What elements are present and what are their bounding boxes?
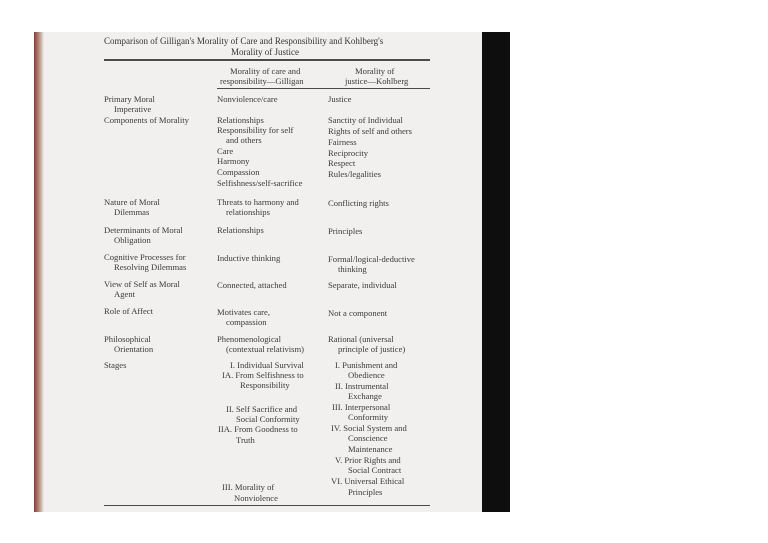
cell-philosophical-kohlberg-2: principle of justice)	[338, 344, 406, 354]
cell-components-kohlberg-4: Respect	[328, 158, 356, 168]
table-caption-line1: Comparison of Gilligan's Morality of Care and Responsibility and Kohlberg's	[104, 36, 384, 46]
cell-primary-kohlberg: Justice	[328, 94, 352, 104]
cell-stages-gilligan-b-1: Social Conformity	[236, 414, 300, 424]
cell-primary-gilligan: Nonviolence/care	[217, 94, 278, 104]
cell-cognitive-kohlberg-1: Formal/logical-deductive	[328, 254, 415, 264]
cell-components-gilligan-1: Responsibility for self	[217, 125, 294, 135]
cell-components-gilligan-3: Care	[217, 146, 234, 156]
cell-philosophical-gilligan-1: Phenomenological	[217, 334, 281, 344]
cell-stages-gilligan-a-2: Responsibility	[240, 380, 290, 390]
cell-philosophical-kohlberg-1: Rational (universal	[328, 334, 394, 344]
row-label-primary-2: Imperative	[114, 104, 152, 114]
row-label-affect: Role of Affect	[104, 306, 154, 316]
cell-stages-kohlberg-1: Obedience	[348, 370, 385, 380]
cell-determinants-kohlberg: Principles	[328, 226, 363, 236]
cell-components-gilligan-6: Selfishness/self-sacrifice	[217, 178, 303, 188]
cell-cognitive-kohlberg-2: thinking	[338, 264, 367, 274]
cell-affect-gilligan-2: compassion	[226, 317, 267, 327]
header-gilligan-2: responsibility—Gilligan	[220, 76, 304, 86]
row-label-primary-1: Primary Moral	[104, 94, 155, 104]
row-label-view-2: Agent	[114, 289, 136, 299]
cell-stages-kohlberg-10: Social Contract	[348, 465, 402, 475]
dark-background-edge	[482, 32, 510, 512]
row-label-determinants-2: Obligation	[114, 235, 151, 245]
top-rule	[104, 59, 430, 61]
cell-nature-gilligan-2: relationships	[226, 207, 270, 217]
cell-stages-kohlberg-7: Conscience	[348, 433, 388, 443]
cell-cognitive-gilligan: Inductive thinking	[217, 253, 281, 263]
cell-stages-kohlberg-4: III. Interpersonal	[332, 402, 391, 412]
cell-components-gilligan-5: Compassion	[217, 167, 260, 177]
cell-components-gilligan-2: and others	[226, 135, 262, 145]
cell-stages-kohlberg-9: V. Prior Rights and	[335, 455, 401, 465]
cell-stages-gilligan-c-0: III. Morality of	[222, 482, 275, 492]
header-rule-kohlberg	[328, 88, 430, 89]
cell-stages-gilligan-b-0: II. Self Sacrifice and	[226, 404, 298, 414]
cell-components-kohlberg-3: Reciprocity	[328, 148, 369, 158]
cell-view-kohlberg: Separate, individual	[328, 280, 397, 290]
cell-components-kohlberg-0: Sanctity of Individual	[328, 115, 403, 125]
cell-stages-kohlberg-0: I. Punishment and	[335, 360, 398, 370]
cell-stages-gilligan-a-0: I. Individual Survival	[230, 360, 304, 370]
row-label-nature-1: Nature of Moral	[104, 197, 160, 207]
header-kohlberg-2: justice—Kohlberg	[345, 76, 409, 86]
row-label-view-1: View of Self as Moral	[104, 279, 180, 289]
cell-nature-gilligan-1: Threats to harmony and	[217, 197, 299, 207]
header-kohlberg-1: Morality of	[355, 66, 395, 76]
cell-stages-kohlberg-5: Conformity	[348, 412, 389, 422]
cell-components-kohlberg-2: Fairness	[328, 137, 357, 147]
cell-affect-gilligan-1: Motivates care,	[217, 307, 270, 317]
row-label-stages: Stages	[104, 360, 127, 370]
cell-stages-gilligan-b-3: Truth	[236, 435, 255, 445]
cell-components-gilligan-0: Relationships	[217, 115, 264, 125]
cell-stages-kohlberg-6: IV. Social System and	[331, 423, 407, 433]
cell-components-kohlberg-5: Rules/legalities	[328, 169, 381, 179]
row-label-philosophical-2: Orientation	[114, 344, 154, 354]
row-label-components: Components of Morality	[104, 115, 189, 125]
row-label-cognitive-2: Resolving Dilemmas	[114, 262, 187, 272]
row-label-nature-2: Dilemmas	[114, 207, 150, 217]
bottom-rule	[104, 505, 430, 506]
cell-components-kohlberg-1: Rights of self and others	[328, 126, 413, 136]
cell-nature-kohlberg: Conflicting rights	[328, 198, 389, 208]
cell-affect-kohlberg: Not a component	[328, 308, 388, 318]
row-label-cognitive-1: Cognitive Processes for	[104, 252, 186, 262]
cell-stages-gilligan-c-1: Nonviolence	[234, 493, 278, 503]
cell-stages-gilligan-a-1: IA. From Selfishness to	[222, 370, 304, 380]
cell-stages-kohlberg-3: Exchange	[348, 391, 382, 401]
cell-stages-kohlberg-2: II. Instrumental	[335, 381, 389, 391]
cell-stages-kohlberg-11: VI. Universal Ethical	[331, 476, 405, 486]
cell-stages-kohlberg-12: Principles	[348, 487, 383, 497]
cell-components-gilligan-4: Harmony	[217, 156, 250, 166]
row-label-determinants-1: Determinants of Moral	[104, 225, 183, 235]
cell-stages-kohlberg-8: Maintenance	[348, 444, 393, 454]
header-gilligan-1: Morality of care and	[230, 66, 301, 76]
cell-philosophical-gilligan-2: (contextual relativism)	[226, 344, 305, 354]
document-photo	[34, 32, 510, 512]
cell-determinants-gilligan: Relationships	[217, 225, 264, 235]
cell-view-gilligan: Connected, attached	[217, 280, 287, 290]
row-label-philosophical-1: Philosophical	[104, 334, 151, 344]
page-edge	[34, 32, 44, 512]
table-caption-line2: Morality of Justice	[231, 47, 299, 57]
cell-stages-gilligan-b-2: IIA. From Goodness to	[218, 424, 298, 434]
